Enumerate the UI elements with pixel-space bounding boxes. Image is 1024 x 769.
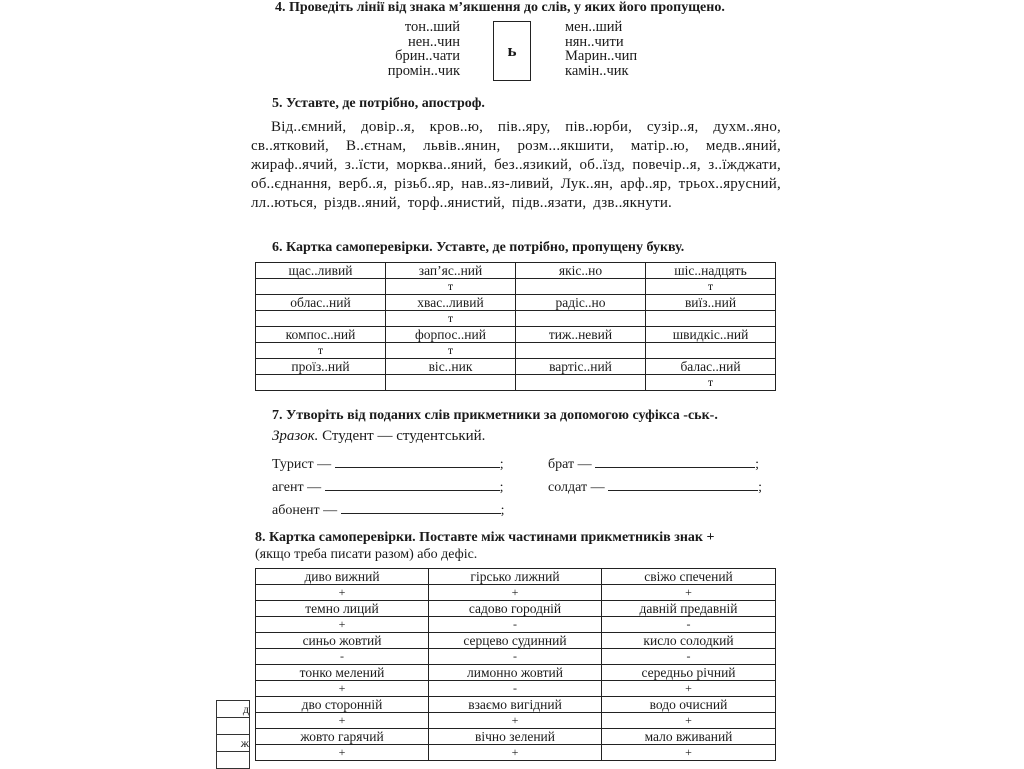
answer-cell xyxy=(516,375,646,391)
word-cell: шіс..надцять xyxy=(646,263,776,279)
task7-item xyxy=(272,476,504,496)
answer-cell: - xyxy=(602,649,776,665)
word-cell: синьо жовтий xyxy=(256,633,429,649)
answer-cell xyxy=(256,279,386,295)
answer-cell: + xyxy=(602,585,776,601)
left-word[interactable]: промін..чик xyxy=(387,62,460,79)
fragment-cell xyxy=(217,735,250,752)
item-end: ; xyxy=(755,457,759,472)
answer-row xyxy=(256,279,776,295)
answer-row xyxy=(256,343,776,359)
answer-line[interactable] xyxy=(335,453,500,468)
word-cell: садово городній xyxy=(429,601,602,617)
answer-cell: - xyxy=(429,617,602,633)
answer-cell xyxy=(256,311,386,327)
task4-right-words xyxy=(565,20,695,78)
word-cell: тиж..невий xyxy=(516,327,646,343)
task7-item xyxy=(272,453,504,473)
answer-cell xyxy=(646,343,776,359)
word-cell: щас..ливий xyxy=(256,263,386,279)
fragment-letter: д xyxy=(242,701,249,716)
answer-row xyxy=(256,375,776,391)
answer-line[interactable] xyxy=(608,476,758,491)
right-word[interactable]: нян..чити xyxy=(565,33,624,50)
item-word: брат — xyxy=(548,457,592,472)
answer-cell: + xyxy=(256,713,429,729)
answer-cell: + xyxy=(602,713,776,729)
example-text: Студент — студентський. xyxy=(322,428,486,444)
answer-cell: - xyxy=(429,649,602,665)
answer-row xyxy=(256,311,776,327)
word-row xyxy=(256,359,776,375)
word-row xyxy=(256,729,776,745)
word-cell: компос..ний xyxy=(256,327,386,343)
word-cell: облас..ний xyxy=(256,295,386,311)
answer-cell xyxy=(386,375,516,391)
answer-cell xyxy=(256,375,386,391)
left-word[interactable]: брин..чати xyxy=(395,48,460,64)
word-cell: диво вижний xyxy=(256,569,429,585)
answer-cell: т xyxy=(256,343,386,359)
task7-item xyxy=(548,453,759,473)
answer-cell: т xyxy=(646,375,776,391)
answer-cell: т xyxy=(386,279,516,295)
answer-row xyxy=(256,585,776,601)
word-cell: якіс..но xyxy=(516,263,646,279)
task5-paragraph: Від..ємний, довір..я, кров..ю, пів..яру, пів..юрби, сузір..я, духм..яно, св..ятковий, В..єтнам, львів..янин, розм...якшити, матір..ю, медв..яний, жираф..ячий, з..їсти, морква..яний, без..язикий, об..їзд, повечір..я, з..їжджати, об..єднання, верб..я, різьб..яр, нав..яз-ливий, Лук..ян, арф..яр, трьох..ярусний, лл..ються, різдв..яний, торф..янистий, підв..язати, дзв..якнути. xyxy=(251,119,781,211)
answer-cell: т xyxy=(386,343,516,359)
left-word[interactable]: нен..чин xyxy=(407,33,460,50)
answer-cell: + xyxy=(256,681,429,697)
word-row xyxy=(256,327,776,343)
answer-line[interactable] xyxy=(325,476,500,491)
answer-cell: + xyxy=(602,745,776,761)
word-row xyxy=(256,263,776,279)
task7-item xyxy=(548,476,762,496)
item-word: Турист — xyxy=(272,457,332,472)
task8-table xyxy=(255,568,776,761)
word-cell: зап’яс..ний xyxy=(386,263,516,279)
word-cell: радіс..но xyxy=(516,295,646,311)
word-row xyxy=(256,633,776,649)
right-word[interactable]: Марин..чип xyxy=(565,48,638,64)
fragment-cell xyxy=(217,752,250,769)
item-word: агент — xyxy=(272,480,322,495)
word-cell: мало вживаний xyxy=(602,729,776,745)
partial-table-fragment xyxy=(216,700,250,769)
answer-row xyxy=(256,681,776,697)
word-cell: кисло солодкий xyxy=(602,633,776,649)
task5-text xyxy=(251,118,781,213)
answer-cell: т xyxy=(386,311,516,327)
task7-item xyxy=(272,499,505,519)
word-cell: жовто гарячий xyxy=(256,729,429,745)
word-row xyxy=(256,569,776,585)
item-end: ; xyxy=(499,480,504,495)
task8-title-text: 8. Картка самоперевірки. Поставте між частинами прикметників знак + xyxy=(255,530,715,545)
answer-cell: + xyxy=(256,585,429,601)
word-cell: середньо річний xyxy=(602,665,776,681)
task7-title: 7. Утворіть від поданих слів прикметники за допомогою суфікса -ськ-. xyxy=(272,408,718,423)
item-end: ; xyxy=(758,480,762,495)
answer-cell: + xyxy=(256,745,429,761)
word-cell: свіжо спечений xyxy=(602,569,776,585)
answer-cell: - xyxy=(602,617,776,633)
answer-row xyxy=(256,713,776,729)
answer-row xyxy=(256,745,776,761)
word-row xyxy=(256,601,776,617)
soft-sign-box[interactable] xyxy=(493,21,531,81)
item-word: абонент — xyxy=(272,503,338,518)
item-word: солдат — xyxy=(548,480,605,495)
fragment-cell xyxy=(217,701,250,718)
word-cell: серцево судинний xyxy=(429,633,602,649)
word-cell: давній предавній xyxy=(602,601,776,617)
word-cell: взаємо вигідний xyxy=(429,697,602,713)
task7-example xyxy=(272,428,485,445)
answer-cell xyxy=(516,279,646,295)
word-cell: вічно зелений xyxy=(429,729,602,745)
word-cell: віс..ник xyxy=(386,359,516,375)
answer-line[interactable] xyxy=(595,453,755,468)
fragment-letter: ж xyxy=(240,735,249,750)
word-cell: гірсько лижний xyxy=(429,569,602,585)
word-cell: швидкіс..ний xyxy=(646,327,776,343)
answer-cell xyxy=(646,311,776,327)
answer-line[interactable] xyxy=(341,499,501,514)
task8-title-line2: (якщо треба писати разом) або дефіс. xyxy=(255,547,478,562)
right-word[interactable]: мен..ший xyxy=(565,19,623,35)
word-cell: хвас..ливий xyxy=(386,295,516,311)
word-cell: водо очисний xyxy=(602,697,776,713)
word-cell: темно лиций xyxy=(256,601,429,617)
item-end: ; xyxy=(499,457,504,472)
task4-title: 4. Проведіть лінії від знака м’якшення до слів, у яких його пропущено. xyxy=(275,0,725,15)
word-cell: балас..ний xyxy=(646,359,776,375)
answer-cell: + xyxy=(429,745,602,761)
answer-row xyxy=(256,617,776,633)
answer-row xyxy=(256,649,776,665)
left-word[interactable]: тон..ший xyxy=(404,19,460,35)
task6-table xyxy=(255,262,776,391)
answer-cell: - xyxy=(256,649,429,665)
right-word[interactable]: камін..чик xyxy=(565,62,629,79)
word-cell: тонко мелений xyxy=(256,665,429,681)
answer-cell: + xyxy=(602,681,776,697)
answer-cell xyxy=(516,311,646,327)
item-end: ; xyxy=(500,503,505,518)
word-row xyxy=(256,697,776,713)
task8-title-line1 xyxy=(255,530,714,546)
answer-cell xyxy=(516,343,646,359)
answer-cell: т xyxy=(646,279,776,295)
fragment-cell xyxy=(217,718,250,735)
task4-left-words xyxy=(330,20,460,78)
word-cell: проїз..ний xyxy=(256,359,386,375)
word-row xyxy=(256,665,776,681)
answer-cell: + xyxy=(429,585,602,601)
word-cell: виїз..ний xyxy=(646,295,776,311)
answer-cell: - xyxy=(429,681,602,697)
word-cell: дво сторонній xyxy=(256,697,429,713)
example-label: Зразок. xyxy=(272,428,319,444)
word-cell: форпос..ний xyxy=(386,327,516,343)
answer-cell: + xyxy=(429,713,602,729)
word-row xyxy=(256,295,776,311)
word-cell: лимонно жовтий xyxy=(429,665,602,681)
answer-cell: + xyxy=(256,617,429,633)
task5-title: 5. Уставте, де потрібно, апостроф. xyxy=(272,96,485,111)
soft-sign-letter: ь xyxy=(507,41,517,60)
task6-title: 6. Картка самоперевірки. Уставте, де потрібно, пропущену букву. xyxy=(272,240,685,255)
word-cell: вартіс..ний xyxy=(516,359,646,375)
